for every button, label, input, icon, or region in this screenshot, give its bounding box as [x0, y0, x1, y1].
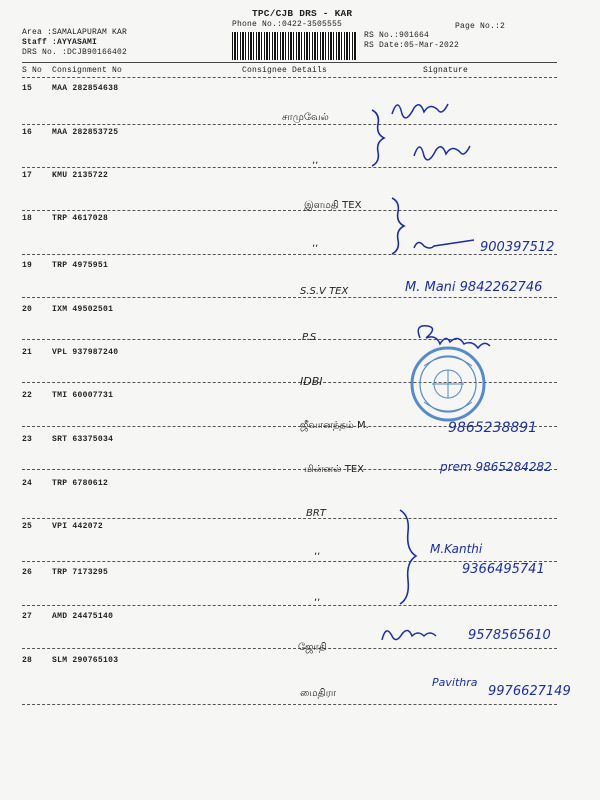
- row-sno: 27: [22, 612, 33, 621]
- row-divider: [22, 254, 557, 255]
- handwritten-consignee: ஜோதி: [298, 642, 327, 653]
- signature-scribble: [392, 104, 448, 118]
- handwritten-consignee: சாமுவேல்: [282, 112, 329, 123]
- row-sno: 17: [22, 171, 33, 180]
- row-consignment: TRP 6780612: [52, 479, 109, 488]
- ditto-mark: ,,: [312, 155, 319, 166]
- rs-date: RS Date:05-Mar-2022: [364, 41, 460, 50]
- barcode: [232, 32, 357, 60]
- row-divider: [22, 648, 557, 649]
- phone-number: Phone No.:0422-3505555: [232, 20, 343, 29]
- col-sno: S No: [22, 66, 43, 75]
- row-sno: 23: [22, 435, 33, 444]
- row-consignment: IXM 49502501: [52, 305, 114, 314]
- drs-number: DRS No. :DCJB90166402: [22, 48, 128, 57]
- brace-mark: [392, 198, 404, 254]
- area-label: Area :SAMALAPURAM KAR: [22, 28, 128, 37]
- handwritten-consignee: ஜீவானந்தம் M.: [300, 420, 369, 431]
- handwritten-signature: prem 9865284282: [440, 460, 552, 474]
- handwritten-consignee: S.S.V TEX: [300, 286, 349, 297]
- row-divider: [22, 210, 557, 211]
- ditto-mark: ,,: [314, 546, 321, 557]
- signature-scribble: [414, 240, 474, 248]
- row-divider: [22, 124, 557, 125]
- rs-number: RS No.:901664: [364, 31, 430, 40]
- handwritten-consignee: P.S: [302, 332, 317, 343]
- row-divider: [22, 704, 557, 705]
- brace-mark: [372, 110, 384, 166]
- brace-mark: [400, 510, 416, 604]
- row-divider: [22, 339, 557, 340]
- row-sno: 24: [22, 479, 33, 488]
- signature-scribble: [382, 630, 436, 640]
- row-sno: 15: [22, 84, 33, 93]
- signature-scribble: [414, 146, 470, 160]
- col-signature: Signature: [423, 66, 469, 75]
- row-consignment: TRP 4975951: [52, 261, 109, 270]
- handwritten-phone: 9366495741: [462, 562, 545, 577]
- handwritten-phone: 9976627149: [488, 684, 571, 699]
- row-consignment: VPI 442072: [52, 522, 104, 531]
- row-consignment: KMU 2135722: [52, 171, 109, 180]
- row-consignment: TRP 4617028: [52, 214, 109, 223]
- row-sno: 19: [22, 261, 33, 270]
- handwritten-consignee: BRT: [306, 508, 326, 519]
- handwritten-phone: 9578565610: [468, 628, 551, 643]
- col-consignment: Consignment No: [52, 66, 123, 75]
- row-consignment: SLM 290765103: [52, 656, 119, 665]
- row-divider: [22, 605, 557, 606]
- row-consignment: TMI 60007731: [52, 391, 114, 400]
- row-divider: [22, 518, 557, 519]
- row-sno: 20: [22, 305, 33, 314]
- row-sno: 25: [22, 522, 33, 531]
- row-sno: 22: [22, 391, 33, 400]
- row-sno: 26: [22, 568, 33, 577]
- signature-scribble: [418, 326, 490, 348]
- document-title: TPC/CJB DRS - KAR: [252, 8, 353, 19]
- handwritten-consignee: மின்னல் TEX: [304, 464, 364, 475]
- row-consignment: TRP 7173295: [52, 568, 109, 577]
- row-divider: [22, 167, 557, 168]
- row-sno: 16: [22, 128, 33, 137]
- header-rule: [22, 62, 557, 63]
- row-consignment: AMD 24475140: [52, 612, 114, 621]
- row-divider: [22, 297, 557, 298]
- row-consignment: MAA 282853725: [52, 128, 119, 137]
- row-sno: 18: [22, 214, 33, 223]
- row-consignment: SRT 63375034: [52, 435, 114, 444]
- row-sno: 28: [22, 656, 33, 665]
- handwritten-signature: M.Kanthi: [430, 542, 483, 556]
- handwritten-signature: Pavithra: [432, 676, 478, 689]
- row-divider: [22, 382, 557, 383]
- staff-label: Staff :AYYASAMI: [22, 38, 98, 47]
- row-sno: 21: [22, 348, 33, 357]
- company-stamp: [412, 348, 484, 420]
- handwritten-consignee: இளமதி TEX: [304, 200, 362, 211]
- header-divider: [22, 77, 557, 78]
- handwritten-signature: M. Mani 9842262746: [405, 280, 543, 295]
- handwritten-consignee: மைதிரா: [300, 688, 337, 699]
- handwritten-consignee: IDBI: [300, 375, 323, 388]
- handwritten-phone: 900397512: [480, 240, 555, 255]
- handwritten-phone: 9865238891: [448, 420, 538, 436]
- ditto-mark: ,,: [314, 592, 321, 603]
- page-number: Page No.:2: [455, 22, 506, 31]
- row-consignment: VPL 937987240: [52, 348, 119, 357]
- ditto-mark: ,,: [312, 238, 319, 249]
- row-consignment: MAA 282854638: [52, 84, 119, 93]
- col-consignee: Consignee Details: [242, 66, 328, 75]
